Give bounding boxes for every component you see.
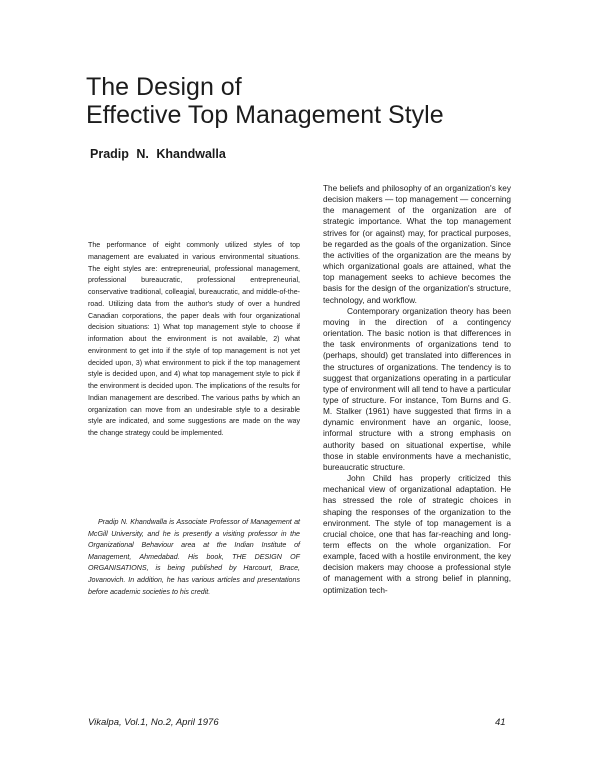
body-column	[323, 183, 511, 596]
author-bio: Pradip N. Khandwalla is Associate Professor of Management at McGill University, and he is presently a visiting professor in the Organizational Behaviour area at the Indian Institute of Management, Ahmedabad. His book, THE DESIGN OF ORGANISATIONS, is being published by Harcourt, Brace, Jovanovich. In addition, he has various articles and presentations before academic societies to his credit.	[88, 518, 300, 596]
body-paragraph-2: Contemporary organization theory has been moving in the direction of a contingency orientation. The basic notion is that differences in the task environments of organizations tend to (perhaps, should) get translated into differences in the structures of organizations. The tendency is to suggest that organizations operating in a particular type of environment will all tend to have a particular type of structure. For instance, Tom Burns and G. M. Stalker (1961) have suggested that firms in a dynamic environment have an organic, loose, informal structure with a strong emphasis on authority based on situational expertise, while those in stable environments have a mechanistic, bureaucratic structure.	[323, 306, 511, 472]
abstract: The performance of eight commonly utilized styles of top management are evaluated in various environmental situations. The eight styles are: entrepreneurial, professional management, professional bureaucratic, professional entrepreneurial, conservative traditional, colleagial, bureaucratic, and middle-of-the-road. Utilizing data from the author's study of over a hundred Canadian corporations, the paper deals with four organizational decision situations: 1) What top management style to choose if information about the environment is not available, 2) what environment to get into if the style of top management is not yet decided upon, 3) what environment to pick if the top management style is decided upon, and 4) what top management style to pick if the environment is decided upon. The implications of the results for Indian management are described. The various paths by which an organization can move from an undesirable style to a desirable style are indicated, and some suggestions are made on the way the change strategy could be implemented.	[88, 241, 300, 437]
title-line-1: The Design of	[86, 73, 242, 101]
title-line-2: Effective Top Management Style	[86, 101, 444, 129]
body-paragraph-1: The beliefs and philosophy of an organization's key decision makers — top management — concerning the management of the organization are of strategic importance. What the top management strives for (or against) may, for practical purposes, be regarded as the goals of the organization. Since the activities of the organization are the means by which organizational goals are attained, what the top management seeks to achieve becomes the basis for the design of the organization's structure, technology, and workflow.	[323, 184, 511, 305]
page-number: 41	[495, 717, 506, 728]
body-paragraph-3: John Child has properly criticized this mechanical view of organizational adaptation. He has stressed the role of strategic choices in shaping the responses of the organization to the environment. The style of top management is a crucial choice, one that has far-reaching and long-term effects on the whole organization. For example, faced with a hostile environment, the key decision makers may choose a professional style of management with a strong belief in planning, optimization tech-	[323, 474, 511, 595]
author-name: Pradip N. Khandwalla	[90, 147, 226, 161]
journal-citation: Vikalpa, Vol.1, No.2, April 1976	[88, 717, 219, 728]
